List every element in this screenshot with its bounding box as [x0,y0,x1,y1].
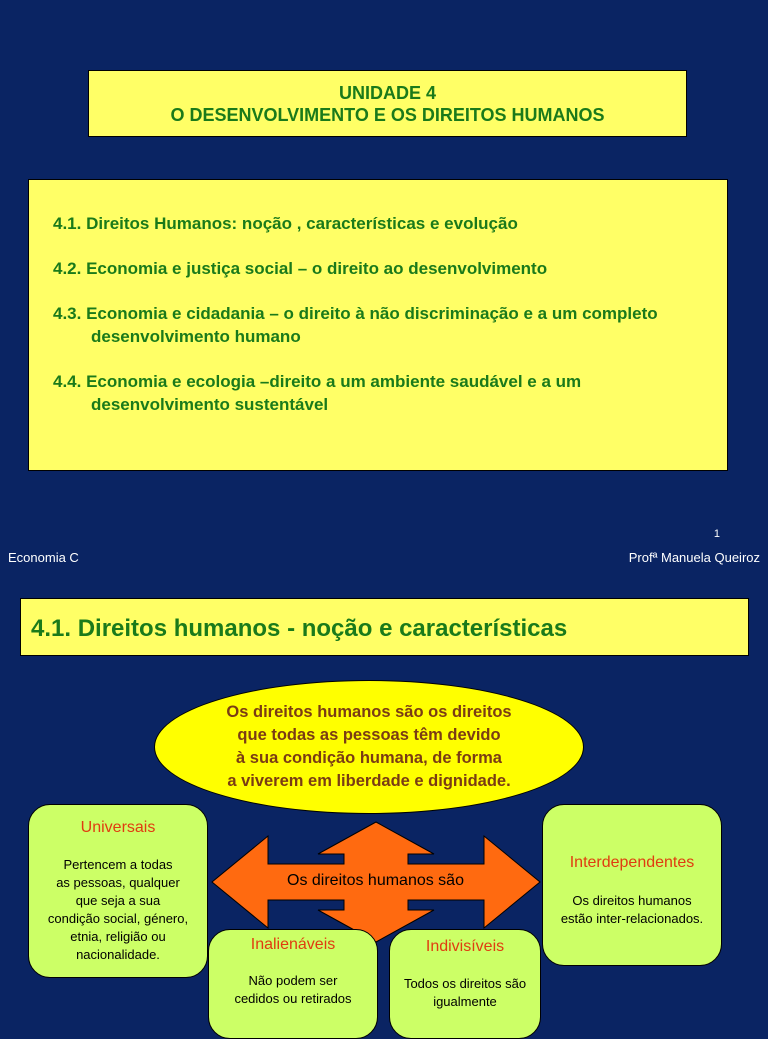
card-desc-line: estão inter-relacionados. [560,911,704,926]
card-title: Interdependentes [569,854,695,871]
card-desc-line: que seja a sua [75,893,161,908]
card-desc-line: Pertencem a todas [63,857,173,872]
unit-title-line-1: UNIDADE 4 [338,82,436,103]
unit-title-line-2: O DESENVOLVIMENTO E OS DIREITOS HUMANOS [170,104,605,125]
card-title: Universais [80,819,156,836]
definition-line: Os direitos humanos são os direitos [226,703,512,721]
card-desc-line: etnia, religião ou [70,929,166,944]
card-desc-line: Não podem ser [248,973,338,988]
card-desc-line: Todos os direitos são [403,976,527,991]
card-inalienaveis [208,929,378,1039]
card-universais [28,804,208,978]
topic-text-continued: desenvolvimento sustentável [91,395,329,414]
card-desc-line: igualmente [433,994,497,1009]
card-description [390,975,540,1011]
topic-item [53,257,707,280]
definition-ellipse [154,680,584,814]
card-desc-line: nacionalidade. [76,947,160,962]
definition-line: à sua condição humana, de forma [236,749,502,767]
unit-title-box [88,70,687,137]
card-description [209,972,377,1008]
topic-text: 4.1. Direitos Humanos: noção , características e evolução [53,214,518,233]
topic-text: 4.2. Economia e justiça social – o direito ao desenvolvimento [53,259,548,278]
topics-box [28,179,728,471]
definition-line: a viverem em liberdade e dignidade. [227,772,511,790]
card-interdependentes [542,804,722,966]
section-heading: 4.1. Direitos humanos - noção e características [31,615,568,642]
topic-text: 4.4. Economia e ecologia –direito a um ambiente saudável e a um [53,372,582,391]
card-title: Inalienáveis [250,936,336,953]
card-desc-line: Os direitos humanos [572,893,692,908]
card-indivisiveis [389,929,541,1039]
card-description [29,856,207,964]
card-desc-line: condição social, género, [47,911,189,926]
topic-text-continued: desenvolvimento humano [91,327,301,346]
card-description [543,892,721,928]
definition-line: que todas as pessoas têm devido [237,726,501,744]
card-title: Indivisíveis [425,938,505,955]
topic-item [53,212,707,235]
center-label: Os direitos humanos são [287,872,464,889]
topic-item [53,370,707,416]
footer-course: Economia C [8,550,79,565]
card-desc-line: as pessoas, qualquer [56,875,180,890]
topic-item [53,302,707,348]
topic-text: 4.3. Economia e cidadania – o direito à não discriminação e a um completo [53,304,658,323]
section-heading-box [20,598,749,656]
card-desc-line: cedidos ou retirados [234,991,352,1006]
page-number: 1 [713,528,720,540]
footer-author: Profª Manuela Queiroz [628,550,760,565]
